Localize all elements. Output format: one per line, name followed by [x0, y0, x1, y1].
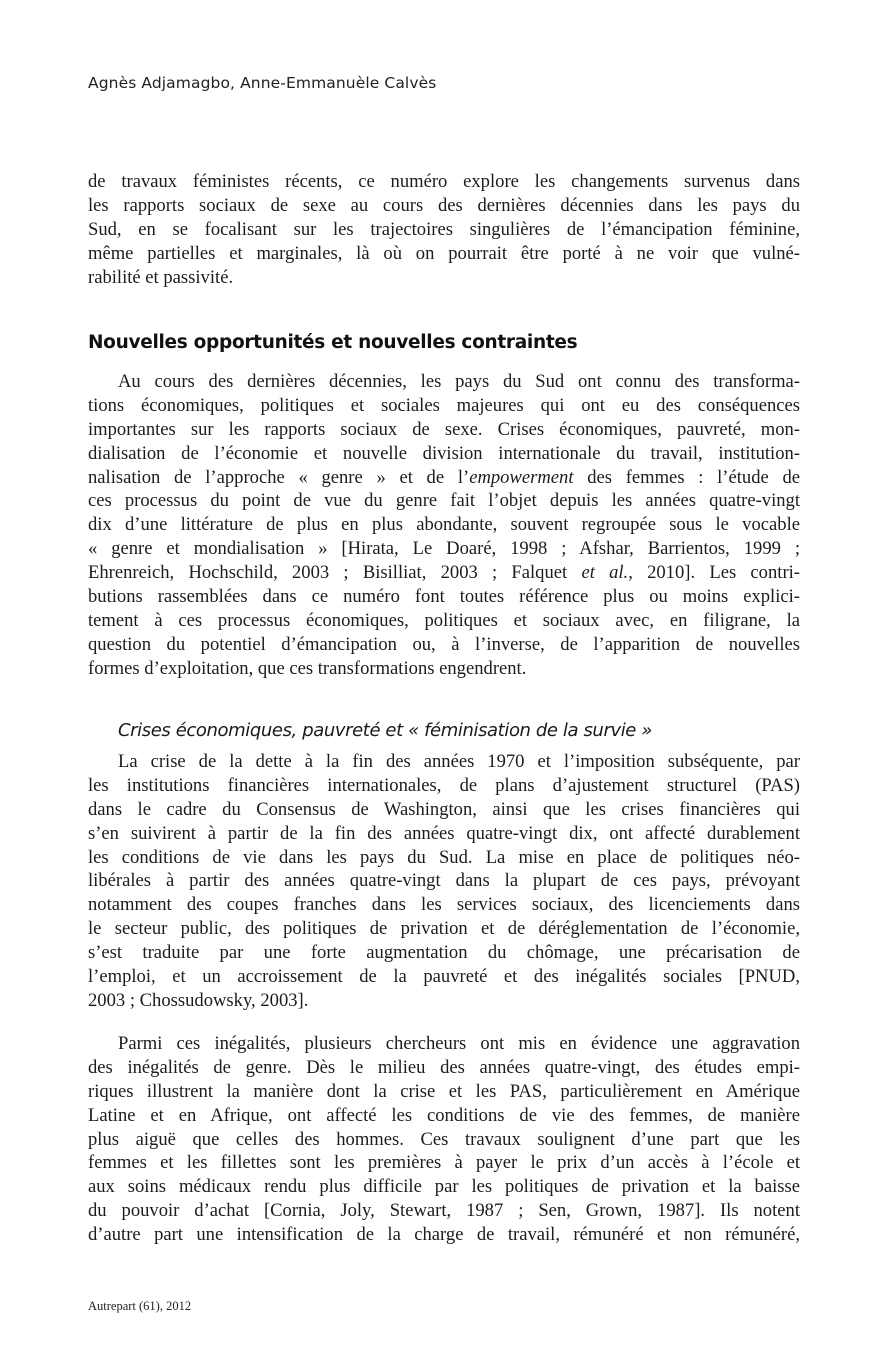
paragraph-debt-crisis — [88, 750, 800, 1013]
text-line: l’emploi, et un accroissement de la pauvreté et des inégalités sociales [PNUD, — [88, 966, 800, 988]
text-line: tement à ces processus économiques, politiques et sociaux avec, en filigrane, la — [88, 609, 800, 631]
text-line: Latine et en Afrique, ont affecté les conditions de vie des femmes, de manière — [88, 1104, 800, 1126]
footer-journal-issue: Autrepart (61), 2012 — [88, 1299, 192, 1313]
text-line: La crise de la dette à la fin des années 1970 et l’imposition subséquente, par — [118, 751, 800, 772]
text-line: d’autre part une intensification de la charge de travail, rémunéré et non rémunéré, — [88, 1224, 800, 1246]
paragraph-gender-inequalities — [88, 1032, 800, 1247]
text-line: Ehrenreich, Hochschild, 2003 ; Bisilliat, 2003 ; Falquet et al., 2010]. Les contri- — [88, 562, 800, 584]
text-line: du pouvoir d’achat [Cornia, Joly, Stewart, 1987 ; Sen, Grown, 1987]. Ils notent — [88, 1200, 800, 1222]
paragraph-opportunities — [88, 370, 800, 681]
text-line: dix d’une littérature de plus en plus abondante, souvent regroupée sous le vocable — [88, 514, 800, 536]
text-line: tions économiques, politiques et sociales majeures qui ont eu des conséquences — [88, 394, 800, 416]
text-line: les conditions de vie dans les pays du Sud. La mise en place de politiques néo- — [88, 846, 800, 868]
text-line: de travaux féministes récents, ce numéro explore les changements survenus dans — [88, 171, 800, 192]
text-line: les rapports sociaux de sexe au cours des dernières décennies dans les pays du — [88, 194, 800, 216]
text-line: Au cours des dernières décennies, les pays du Sud ont connu des transforma- — [118, 371, 800, 392]
text-line: « genre et mondialisation » [Hirata, Le Doaré, 1998 ; Afshar, Barrientos, 1999 ; — [88, 538, 800, 560]
text-line: aux soins médicaux rendu plus difficile par les politiques de privation et la baisse — [88, 1176, 800, 1198]
subsection-heading: Crises économiques, pauvreté et « féminisation de la survie » — [118, 720, 653, 741]
text-line: plus aiguë que celles des hommes. Ces travaux soulignent d’une part que les — [88, 1128, 800, 1150]
text-line: s’est traduite par une forte augmentation du chômage, une précarisation de — [88, 942, 800, 964]
text-line: 2003 ; Chossudowsky, 2003]. — [88, 989, 309, 1011]
text-line: formes d’exploitation, que ces transformations engendrent. — [88, 657, 527, 679]
text-line: butions rassemblées dans ce numéro font toutes référence plus ou moins explici- — [88, 586, 800, 608]
text-line: les institutions financières internationales, de plans d’ajustement structurel (PAS) — [88, 774, 800, 796]
text-line: femmes et les fillettes sont les premières à payer le prix d’un accès à l’école et — [88, 1152, 800, 1174]
text-line: des inégalités de genre. Dès le milieu des années quatre-vingt, des études empi- — [88, 1056, 800, 1078]
running-head-authors: Agnès Adjamagbo, Anne-Emmanuèle Calvès — [88, 74, 437, 92]
paragraph-intro-continuation — [88, 170, 800, 289]
text-line: libérales à partir des années quatre-vingt dans la plupart de ces pays, prévoyant — [88, 870, 800, 892]
text-line: dans le cadre du Consensus de Washington, ainsi que les crises financières qui — [88, 798, 800, 820]
text-line: rabilité et passivité. — [88, 266, 234, 288]
text-line: s’en suivirent à partir de la fin des années quatre-vingt dix, ont affecté durablement — [88, 822, 800, 844]
text-line: dialisation de l’économie et nouvelle division internationale du travail, institution- — [88, 442, 800, 464]
text-line: ces processus du point de vue du genre fait l’objet depuis les années quatre-vingt — [88, 490, 800, 512]
text-line: nalisation de l’approche « genre » et de l’empowerment des femmes : l’étude de — [88, 466, 800, 488]
section-heading: Nouvelles opportunités et nouvelles contraintes — [88, 332, 578, 353]
text-line: le secteur public, des politiques de privation et de déréglementation de l’économie, — [88, 918, 800, 940]
text-line: riques illustrent la manière dont la crise et les PAS, particulièrement en Amérique — [88, 1080, 800, 1102]
text-line: question du potentiel d’émancipation ou, à l’inverse, de l’apparition de nouvelles — [88, 633, 800, 655]
text-line: même partielles et marginales, là où on pourrait être porté à ne voir que vulné- — [88, 242, 800, 264]
text-line: notamment des coupes franches dans les services sociaux, des licenciements dans — [88, 894, 800, 916]
text-line: Sud, en se focalisant sur les trajectoires singulières de l’émancipation féminine, — [88, 218, 800, 240]
text-line: Parmi ces inégalités, plusieurs chercheurs ont mis en évidence une aggravation — [118, 1033, 800, 1054]
text-line: importantes sur les rapports sociaux de sexe. Crises économiques, pauvreté, mon- — [88, 418, 800, 440]
